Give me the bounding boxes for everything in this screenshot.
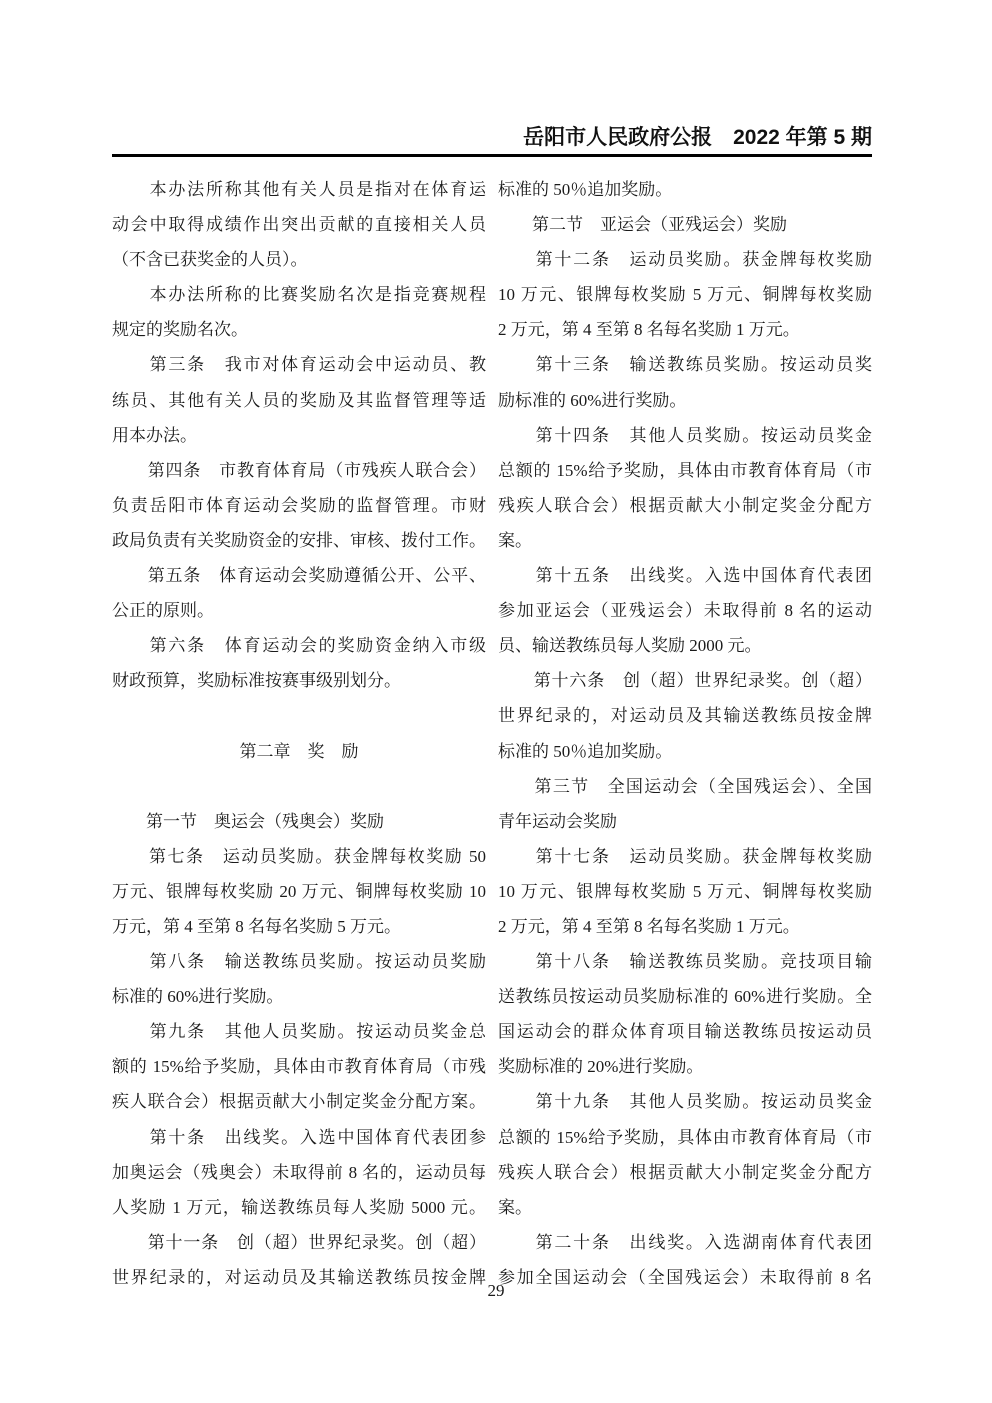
text-line: 加奥运会（残奥会）未取得前 8 名的，运动员每 xyxy=(112,1162,486,1182)
text-line: 第十七条 运动员奖励。获金牌每枚奖励 xyxy=(498,846,872,866)
blank-line xyxy=(112,769,486,804)
text-line: 第十六条 创（超）世界纪录奖。创（超） xyxy=(498,671,872,691)
text-line: 送教练员按运动员奖励标准的 60%进行奖励。全 xyxy=(498,987,872,1007)
text-line: 第二十条 出线奖。入选湖南体育代表团 xyxy=(498,1232,872,1252)
section-heading: 第二节 亚运会（亚残运会）奖励 xyxy=(498,215,787,235)
text-line: 第四条 市教育体育局（市残疾人联合会） xyxy=(112,460,486,480)
text-line: 第八条 输送教练员奖励。按运动员奖励 xyxy=(112,952,486,972)
text-line: 总额的 15%给予奖励，具体由市教育体育局（市 xyxy=(498,460,872,480)
text-line: 国运动会的群众体育项目输送教练员按运动员 xyxy=(498,1022,872,1042)
text-line: 用本办法。 xyxy=(112,425,197,445)
gazette-title: 岳阳市人民政府公报 2022 年第 5 期 xyxy=(523,126,872,149)
text-line: 疾人联合会）根据贡献大小制定奖金分配方案。 xyxy=(112,1092,486,1112)
text-line: 世界纪录的，对运动员及其输送教练员按金牌 xyxy=(112,1267,486,1287)
text-line: 第五条 体育运动会奖励遵循公开、公平、 xyxy=(112,566,486,586)
text-line: 第九条 其他人员奖励。按运动员奖金总 xyxy=(112,1022,486,1042)
text-line: 政局负责有关奖励资金的安排、审核、拨付工作。 xyxy=(112,530,486,550)
text-line: 万元，第 4 至第 8 名每名奖励 5 万元。 xyxy=(112,916,401,936)
text-line: 练员、其他有关人员的奖励及其监督管理等适 xyxy=(112,390,486,410)
text-line: 万元、银牌每枚奖励 20 万元、铜牌每枚奖励 10 xyxy=(112,881,486,901)
text-line: 案。 xyxy=(498,530,532,550)
page-number: 29 xyxy=(487,1281,505,1300)
text-line: 世界纪录的，对运动员及其输送教练员按金牌 xyxy=(498,706,872,726)
text-line: 奖励标准的 20%进行奖励。 xyxy=(498,1057,704,1077)
text-line: 第十八条 输送教练员奖励。竞技项目输 xyxy=(498,952,872,972)
text-line: 案。 xyxy=(498,1197,532,1217)
right-column xyxy=(498,172,872,1295)
text-line: 第十一条 创（超）世界纪录奖。创（超） xyxy=(112,1232,486,1252)
section-heading: 第三节 全国运动会（全国残运会）、全国 xyxy=(498,776,872,796)
text-line: 本办法所称的比赛奖励名次是指竞赛规程 xyxy=(112,285,486,305)
text-line: （不含已获奖金的人员）。 xyxy=(112,250,308,270)
text-line: 2 万元，第 4 至第 8 名每名奖励 1 万元。 xyxy=(498,320,800,340)
text-line: 10 万元、银牌每枚奖励 5 万元、铜牌每枚奖励 xyxy=(498,881,872,901)
text-line: 第十三条 输送教练员奖励。按运动员奖 xyxy=(498,355,872,375)
text-line: 人奖励 1 万元，输送教练员每人奖励 5000 元。 xyxy=(112,1197,486,1217)
header-rule xyxy=(112,154,872,157)
left-column xyxy=(112,172,486,1295)
text-line: 励标准的 60%进行奖励。 xyxy=(498,390,687,410)
text-line: 动会中取得成绩作出突出贡献的直接相关人员 xyxy=(112,215,486,235)
section-heading: 第一节 奥运会（残奥会）奖励 xyxy=(112,811,384,831)
chapter-heading: 第二章 奖 励 xyxy=(239,741,359,761)
text-line: 第十条 出线奖。入选中国体育代表团参 xyxy=(112,1127,486,1147)
text-line: 额的 15%给予奖励，具体由市教育体育局（市残 xyxy=(112,1057,486,1077)
page-header xyxy=(112,124,872,152)
text-line: 标准的 50％追加奖励。 xyxy=(498,180,673,199)
text-line: 规定的奖励名次。 xyxy=(112,320,248,340)
text-line: 参加全国运动会（全国残运会）未取得前 8 名 xyxy=(498,1267,872,1287)
text-line: 残疾人联合会）根据贡献大小制定奖金分配方 xyxy=(498,495,872,515)
text-line: 本办法所称其他有关人员是指对在体育运 xyxy=(112,180,486,199)
text-line: 员、输送教练员每人奖励 2000 元。 xyxy=(498,636,762,656)
text-line: 青年运动会奖励 xyxy=(498,811,617,831)
text-line: 参加亚运会（亚残运会）未取得前 8 名的运动 xyxy=(498,601,872,621)
text-line: 第七条 运动员奖励。获金牌每枚奖励 50 xyxy=(112,846,486,866)
text-line: 总额的 15%给予奖励，具体由市教育体育局（市 xyxy=(498,1127,872,1147)
text-line: 财政预算，奖励标准按赛事级别划分。 xyxy=(112,671,401,691)
text-line: 标准的 60%进行奖励。 xyxy=(112,987,284,1007)
text-line: 标准的 50％追加奖励。 xyxy=(498,741,673,761)
text-line: 第十五条 出线奖。入选中国体育代表团 xyxy=(498,566,872,586)
text-line: 残疾人联合会）根据贡献大小制定奖金分配方 xyxy=(498,1162,872,1182)
text-line: 公正的原则。 xyxy=(112,601,214,621)
text-line: 第十九条 其他人员奖励。按运动员奖金 xyxy=(498,1092,872,1112)
text-line: 负责岳阳市体育运动会奖励的监督管理。市财 xyxy=(112,495,486,515)
text-line: 第六条 体育运动会的奖励资金纳入市级 xyxy=(112,636,486,656)
text-line: 2 万元，第 4 至第 8 名每名奖励 1 万元。 xyxy=(498,916,800,936)
text-line: 第十四条 其他人员奖励。按运动员奖金 xyxy=(498,425,872,445)
blank-line xyxy=(112,698,486,733)
text-line: 第三条 我市对体育运动会中运动员、教 xyxy=(112,355,486,375)
text-line: 第十二条 运动员奖励。获金牌每枚奖励 xyxy=(498,250,872,270)
text-line: 10 万元、银牌每枚奖励 5 万元、铜牌每枚奖励 xyxy=(498,285,872,305)
